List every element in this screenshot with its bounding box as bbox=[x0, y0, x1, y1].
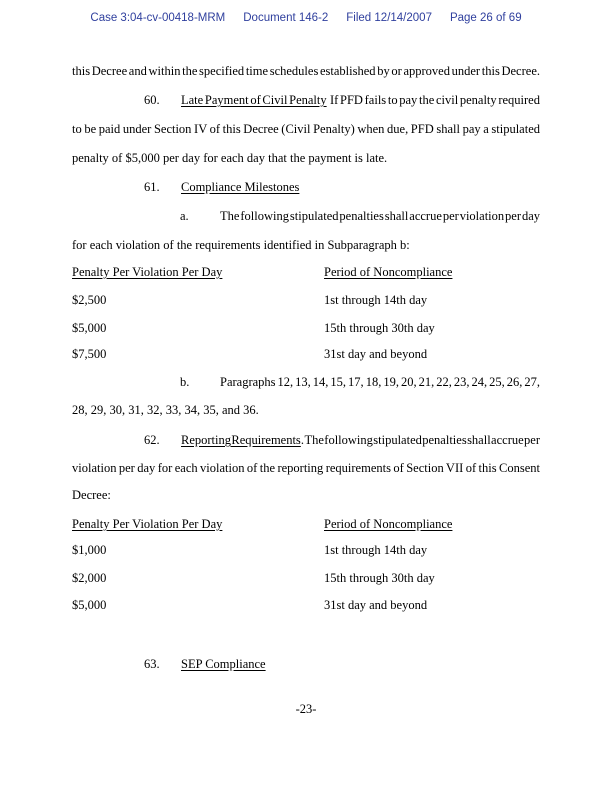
period-value: 1st through 14th day bbox=[324, 293, 428, 307]
sub-a-label: a. bbox=[180, 209, 189, 223]
header-page-count: Page 26 of 69 bbox=[449, 12, 522, 24]
para-63-heading: SEP Compliance bbox=[181, 657, 266, 671]
para-62-line-1 bbox=[72, 432, 540, 448]
para-60-line-1 bbox=[72, 92, 540, 108]
period-value: 15th through 30th day bbox=[324, 321, 435, 335]
para-63-heading-line bbox=[72, 656, 540, 672]
period-value: 31st day and beyond bbox=[324, 347, 428, 361]
table-1-col-1-header: Penalty Per Violation Per Day bbox=[72, 265, 223, 279]
header-case-number: Case 3:04-cv-00418-MRM bbox=[90, 12, 226, 24]
table-2-header-row bbox=[72, 516, 540, 532]
penalty-value: $5,000 bbox=[72, 598, 107, 612]
penalty-value: $7,500 bbox=[72, 347, 107, 361]
para-63-number: 63. bbox=[144, 657, 160, 671]
penalty-value: $2,000 bbox=[72, 571, 107, 585]
table-row bbox=[72, 320, 540, 336]
period-value: 1st through 14th day bbox=[324, 543, 428, 557]
table-row bbox=[72, 346, 540, 362]
penalty-value: $2,500 bbox=[72, 293, 107, 307]
para-60-number: 60. bbox=[144, 93, 160, 107]
table-1-col-2-header: Period of Noncompliance bbox=[324, 265, 453, 279]
para-61-heading: Compliance Milestones bbox=[181, 180, 300, 194]
para-60-text: If PFD fails to pay the civil penalty required bbox=[326, 93, 540, 107]
para-60-heading: Late Payment of Civil Penalty bbox=[181, 93, 327, 107]
para-62-line-2: violation per day for each violation of the reporting requirements of Section VII of this Consent bbox=[72, 461, 540, 475]
table-row bbox=[72, 542, 540, 558]
table-2-col-1-header: Penalty Per Violation Per Day bbox=[72, 517, 223, 531]
para-61-sub-b-line-2: 28, 29, 30, 31, 32, 33, 34, 35, and 36. bbox=[72, 403, 259, 417]
penalty-value: $5,000 bbox=[72, 321, 107, 335]
para-60-line-3: penalty of $5,000 per day for each day that the payment is late. bbox=[72, 151, 388, 165]
penalty-value: $1,000 bbox=[72, 543, 107, 557]
footer-page-number: -23- bbox=[295, 702, 317, 716]
header-document-number: Document 146-2 bbox=[243, 12, 329, 24]
para-60-line-2: to be paid under Section IV of this Decree (Civil Penalty) when due, PFD shall pay a stipulated bbox=[72, 122, 540, 136]
para-62-text: . The following stipulated penalties shall accrue per bbox=[300, 433, 540, 447]
table-row bbox=[72, 570, 540, 586]
para-61-sub-b-line-1: b. Paragraphs 12, 13, 14, 15, 17, 18, 19, 20, 21, 22, 23, 24, 25, 26, 27, bbox=[180, 375, 540, 389]
table-2-col-2-header: Period of Noncompliance bbox=[324, 517, 453, 531]
table-row bbox=[72, 597, 540, 613]
para-62-heading: Reporting Requirements bbox=[181, 433, 301, 447]
period-value: 15th through 30th day bbox=[324, 571, 435, 585]
table-1-header-row bbox=[72, 264, 540, 280]
sub-b-label: b. bbox=[180, 375, 190, 389]
para-62-number: 62. bbox=[144, 433, 160, 447]
table-row bbox=[72, 292, 540, 308]
para-62-line-3: Decree: bbox=[72, 488, 111, 502]
period-value: 31st day and beyond bbox=[324, 598, 428, 612]
para-61-sub-a-line-2: for each violation of the requirements identified in Subparagraph b: bbox=[72, 238, 410, 252]
court-stamp-header bbox=[0, 12, 612, 24]
para-61-number: 61. bbox=[144, 180, 160, 194]
intro-line: this Decree and within the specified time schedules established by or approved under this Decree. bbox=[72, 64, 540, 78]
header-filed-date: Filed 12/14/2007 bbox=[346, 12, 432, 24]
para-61-sub-a-line-1: a. The following stipulated penalties shall accrue per violation per day bbox=[180, 209, 540, 223]
para-61-heading-line bbox=[72, 179, 540, 195]
